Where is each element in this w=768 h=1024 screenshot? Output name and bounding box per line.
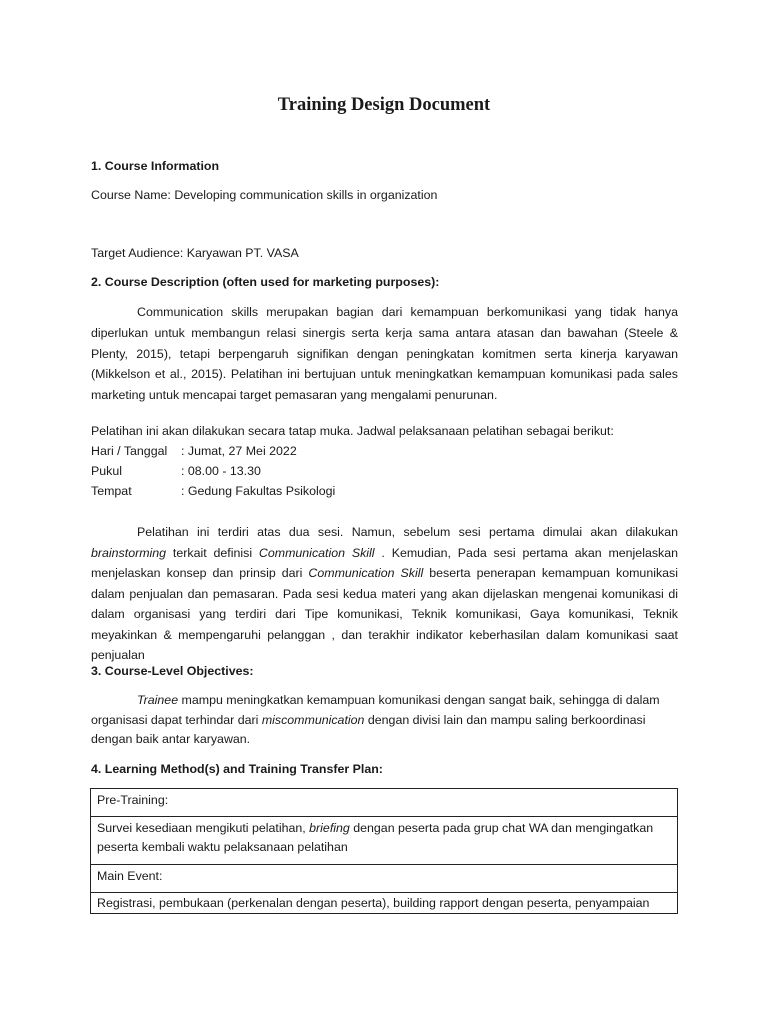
course-name: Course Name: Developing communication skills in organization [91,188,438,202]
sessions-paragraph: Pelatihan ini terdiri atas dua sesi. Namun, sebelum sesi pertama dimulai akan dilakukan brainstorming terkait definisi Communication Skill . Kemudian, Pada sesi pertama akan menjelaskan menjelaskan konsep dan prinsip dari Communication Skill beserta penerapan kemampuan komunikasi dalam penjualan dan pemasaran. Pada sesi kedua materi yang akan dijelaskan mengenai komunikasi di dalam organisasi yang terdiri dari Tipe komunikasi, Teknik komunikasi, Gaya komunikasi, Teknik meyakinkan & mempengaruhi pelanggan , dan terakhir indikator keberhasilan dalam komunikasi saat penjualan [91,525,679,662]
italic-term: brainstorming [91,545,167,560]
document-title: Training Design Document [277,95,491,115]
schedule-label: Tempat [91,484,132,498]
italic-term: Communication Skill [308,566,424,580]
main-event-label-cell: Main Event: [91,865,678,893]
main-event-content-cell: Registrasi, pembukaan (perkenalan dengan peserta), building rapport dengan peserta, penyampaian [91,893,678,914]
table-row [91,893,678,914]
objectives-paragraph: Trainee mampu meningkatkan kemampuan komunikasi dengan sangat baik, sehingga di dalam organisasi dapat terhindar dari miscommunication dengan divisi lain dan mampu saling berkoordinasi dengan baik antar karyawan. [91,693,660,746]
italic-term: Communication Skill [258,545,375,560]
schedule-intro: Pelatihan ini akan dilakukan secara tatap muka. Jadwal pelaksanaan pelatihan sebagai berikut: [91,424,614,438]
section-1-heading: 1. Course Information [91,159,220,173]
schedule-value: : 08.00 - 13.30 [181,464,261,478]
section-3-heading: 3. Course-Level Objectives: [91,664,254,678]
italic-term: Trainee [137,693,179,707]
schedule-row-time [91,462,678,482]
target-audience: Target Audience: Karyawan PT. VASA [91,246,299,260]
table-row [91,789,678,817]
section-4-heading: 4. Learning Method(s) and Training Transfer Plan: [91,762,383,776]
schedule-row-place [91,482,678,502]
schedule-value: : Jumat, 27 Mei 2022 [181,444,297,458]
course-description-paragraph: Communication skills merupakan bagian dari kemampuan berkomunikasi yang tidak hanya diperlukan untuk membangun relasi sinergis serta kerja sama antara atasan dan bawahan (Steele & Plenty, 2015), tetapi berpengaruh signifikan dengan peningkatan komitmen serta kinerja karyawan (Mikkelson et al., 2015). Pelatihan ini bertujuan untuk meningkatkan kemampuan komunikasi pada sales marketing untuk mencapai target pemasaran yang mengalami penurunan. [91,305,678,403]
schedule-row-date [91,442,678,462]
schedule-label: Hari / Tanggal [91,444,168,458]
table-row [91,817,678,865]
schedule-label: Pukul [91,464,122,478]
pre-training-content-cell: Survei kesediaan mengikuti pelatihan, briefing dengan peserta pada grup chat WA dan mengingatkan peserta kembali waktu pelaksanaan pelatihan [91,817,678,865]
transfer-plan-table [90,788,678,914]
section-2-heading: 2. Course Description (often used for marketing purposes): [91,275,440,289]
italic-term: briefing [309,821,350,835]
table-row [91,865,678,893]
pre-training-label-cell: Pre-Training: [91,789,678,817]
schedule-value: : Gedung Fakultas Psikologi [181,484,336,498]
italic-term: miscommunication [261,712,365,727]
